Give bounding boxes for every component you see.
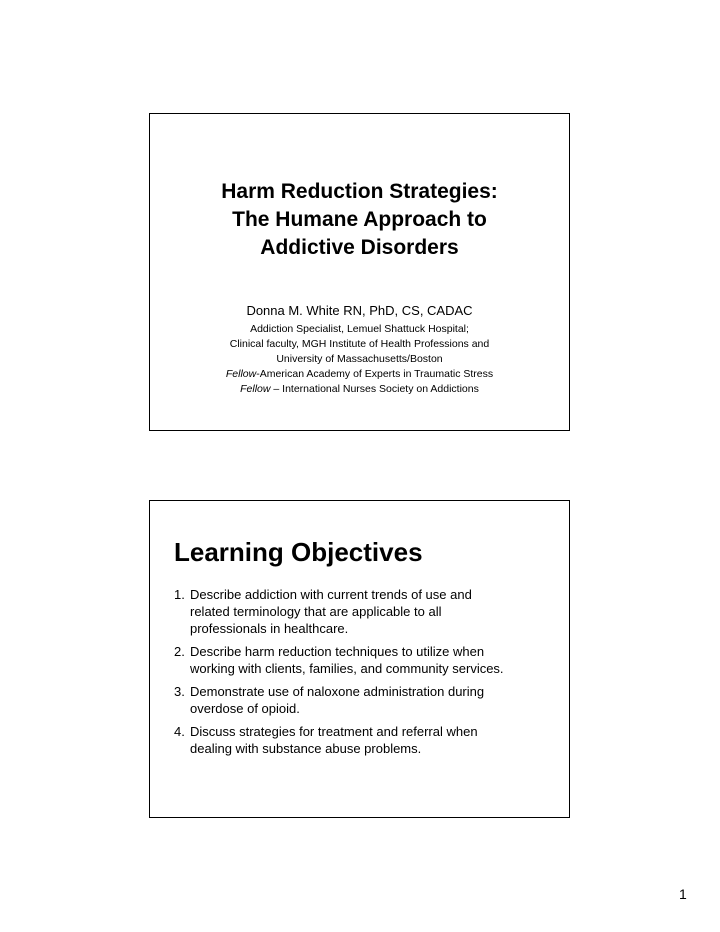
item-line: Demonstrate use of naloxone administration during (190, 684, 485, 699)
item-line: related terminology that are applicable to all (190, 604, 442, 619)
fellowship-text: International Nurses Society on Addictions (282, 383, 479, 395)
fellowship-separator: – (270, 383, 283, 395)
item-text (190, 643, 554, 677)
fellowship-prefix: Fellow (225, 368, 257, 380)
slide-title (150, 178, 569, 262)
list-item (174, 643, 554, 677)
fellowship-separator: - (256, 368, 260, 380)
title-slide (149, 113, 570, 431)
fellowship-prefix: Fellow (240, 383, 271, 395)
list-item (174, 683, 554, 717)
slide-title: Learning Objectives (174, 537, 423, 567)
title-line: The Humane Approach to (232, 208, 487, 231)
objectives-slide (149, 500, 570, 818)
item-number: 1. (174, 587, 185, 602)
affiliation-line: Clinical faculty, MGH Institute of Health Professions and (229, 338, 490, 350)
item-line: working with clients, families, and community services. (190, 661, 504, 676)
title-line: Harm Reduction Strategies: (221, 180, 498, 203)
item-line: professionals in healthcare. (190, 621, 349, 636)
item-text (190, 586, 554, 637)
page-number: 1 (679, 886, 687, 902)
item-number: 2. (174, 644, 185, 659)
item-text (190, 683, 554, 717)
item-line: Discuss strategies for treatment and referral when (190, 724, 478, 739)
fellowship-line (150, 367, 569, 382)
author-block (150, 303, 569, 397)
fellowship-text: American Academy of Experts in Traumatic Stress (259, 368, 494, 380)
item-number: 4. (174, 724, 185, 739)
author-name: Donna M. White RN, PhD, CS, CADAC (246, 303, 473, 318)
list-item (174, 723, 554, 757)
affiliation-line: University of Massachusetts/Boston (276, 353, 443, 365)
objectives-list (174, 586, 554, 763)
item-line: overdose of opioid. (190, 701, 300, 716)
fellowship-line (150, 382, 569, 397)
item-line: Describe addiction with current trends of use and (190, 587, 472, 602)
item-line: dealing with substance abuse problems. (190, 741, 422, 756)
item-number: 3. (174, 684, 185, 699)
item-text (190, 723, 554, 757)
list-item (174, 586, 554, 637)
title-line: Addictive Disorders (260, 236, 459, 259)
affiliation-line: Addiction Specialist, Lemuel Shattuck Hospital; (250, 323, 469, 335)
item-line: Describe harm reduction techniques to utilize when (190, 644, 485, 659)
